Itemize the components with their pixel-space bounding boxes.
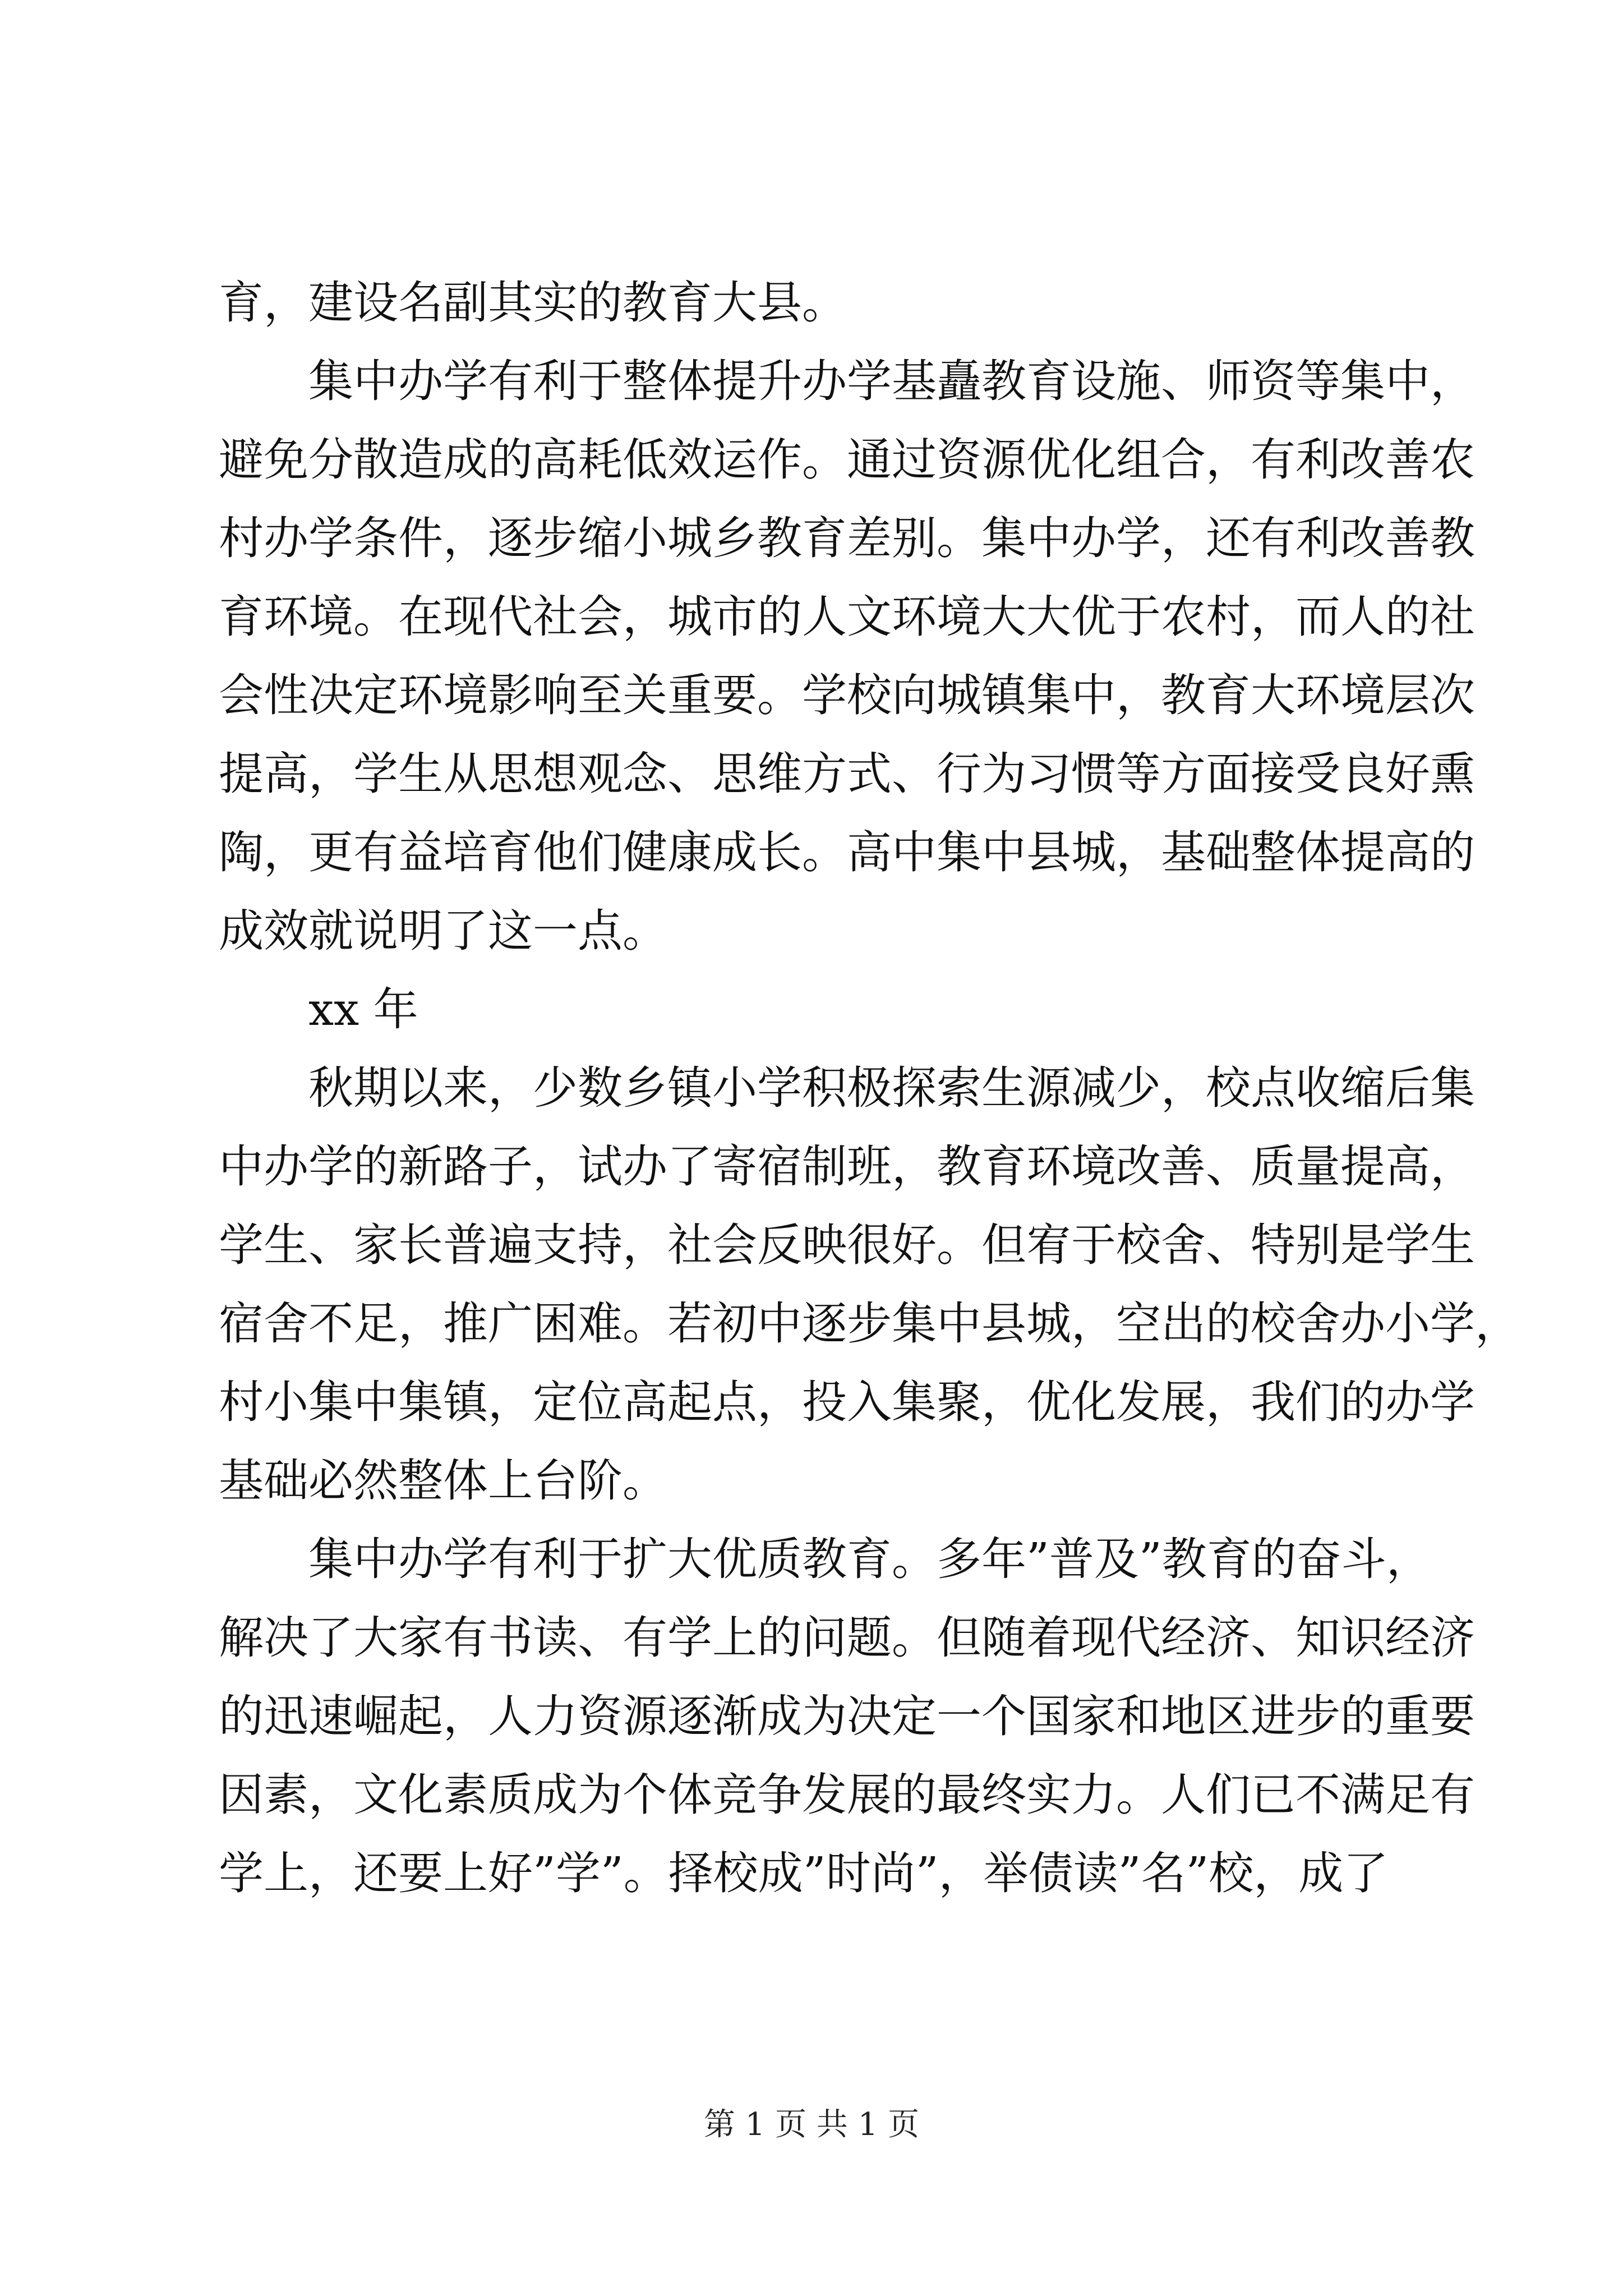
text-line: 育，建设名副其实的教育大县。 [219, 277, 847, 329]
text-line: 育环境。在现代社会，城市的人文环境大大优于农村，而人的社 [219, 591, 1475, 643]
text-line: 集中办学有利于整体提升办学基矗教育设施、师资等集中， [308, 355, 1475, 407]
text-line: 避免分散造成的高耗低效运作。通过资源优化组合，有利改善农 [219, 434, 1475, 486]
text-line: 村小集中集镇，定位高起点，投入集聚，优化发展，我们的办学 [219, 1376, 1475, 1428]
text-line: 因素，文化素质成为个体竞争发展的最终实力。人们已不满足有 [219, 1769, 1475, 1821]
text-line: 基础必然整体上台阶。 [219, 1455, 667, 1507]
text-line: 提高，学生从思想观念、思维方式、行为习惯等方面接受良好熏 [219, 748, 1475, 800]
text-line: 学上，还要上好”学”。择校成”时尚”，举债读”名”校，成了 [219, 1847, 1389, 1899]
text-line: 学生、家长普遍支持，社会反映很好。但宥于校舍、特别是学生 [219, 1219, 1475, 1271]
text-line: 的迅速崛起，人力资源逐渐成为决定一个国家和地区进步的重要 [219, 1690, 1475, 1742]
text-line: 集中办学有利于扩大优质教育。多年”普及”教育的奋斗， [308, 1533, 1431, 1585]
text-line: xx 年 [308, 983, 418, 1036]
text-line: 秋期以来，少数乡镇小学积极探索生源减少，校点收缩后集 [308, 1062, 1475, 1114]
text-line: 宿舍不足，推广困难。若初中逐步集中县城，空出的校舍办小学， [219, 1297, 1520, 1350]
text-line: 村办学条件，逐步缩小城乡教育差别。集中办学，还有利改善教 [219, 512, 1475, 564]
text-line: 会性决定环境影响至关重要。学校向城镇集中，教育大环境层次 [219, 669, 1475, 721]
page-footer [0, 2102, 1623, 2147]
text-line: 中办学的新路子，试办了寄宿制班，教育环境改善、质量提高， [219, 1140, 1475, 1193]
page-number: 第 1 页 共 1 页 [703, 2106, 920, 2143]
text-line: 解决了大家有书读、有学上的问题。但随着现代经济、知识经济 [219, 1612, 1475, 1664]
text-line: 成效就说明了这一点。 [219, 905, 667, 957]
text-line: 陶，更有益培育他们健康成长。高中集中县城，基础整体提高的 [219, 826, 1475, 878]
